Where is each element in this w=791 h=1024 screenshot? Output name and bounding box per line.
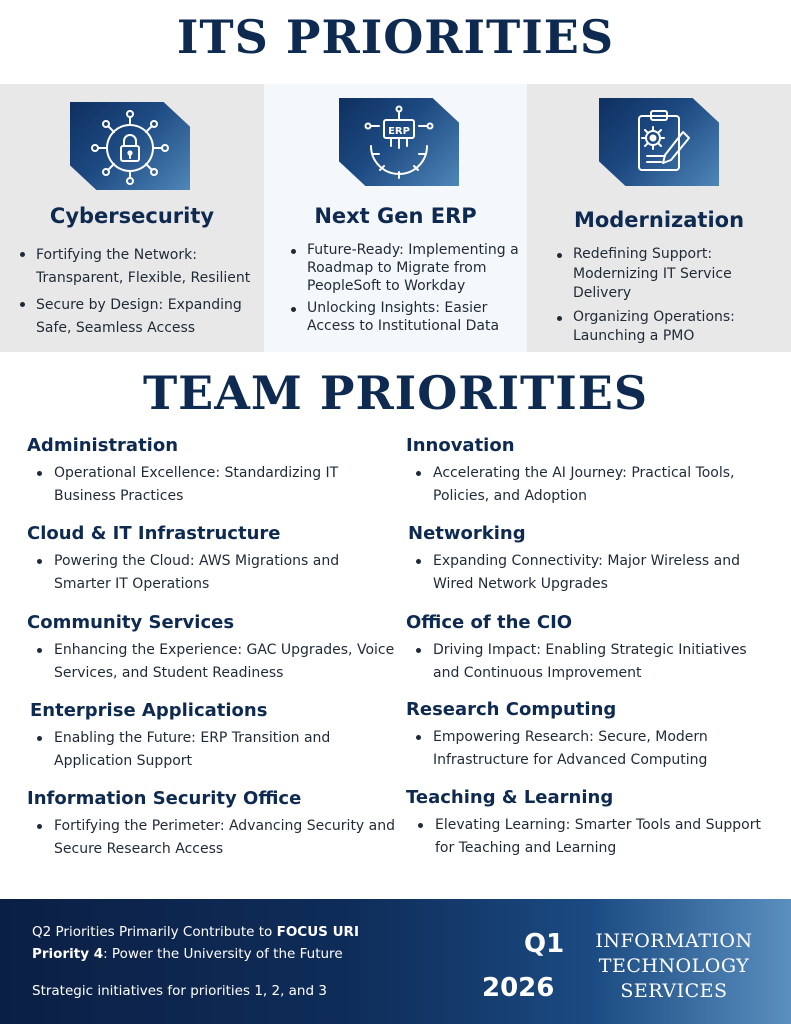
- team-community-services: [27, 612, 397, 685]
- footer-banner: [0, 899, 791, 1024]
- list-item: Accelerating the AI Journey: Practical Tools, Policies, and Adoption: [406, 462, 776, 508]
- its-column-modernization: [527, 84, 791, 352]
- team-list: [406, 814, 776, 860]
- list-item: Enabling the Future: ERP Transition and Application Support: [27, 727, 397, 773]
- team-teaching-learning: [406, 787, 776, 860]
- team-office-of-the-cio: [406, 612, 776, 685]
- its-heading-cybersecurity: Cybersecurity: [49, 204, 215, 228]
- team-name: Information Security Office: [27, 788, 302, 809]
- list-item: Organizing Operations: Launching a PMO: [555, 308, 787, 347]
- team-name: Research Computing: [406, 699, 617, 720]
- modernization-list: [555, 245, 787, 351]
- team-cloud-infrastructure: [27, 523, 397, 596]
- its-column-cybersecurity: [0, 84, 264, 352]
- quarter-label: Q1: [524, 929, 565, 959]
- cybersecurity-list: [18, 244, 258, 344]
- team-information-security-office: [27, 788, 397, 861]
- footer-focus-text: Q2 Priorities Primarily Contribute to FOCUS URI Priority 4: Power the University of the Future: [32, 924, 359, 962]
- list-item: Driving Impact: Enabling Strategic Initiatives and Continuous Improvement: [406, 639, 776, 685]
- team-enterprise-applications: [27, 700, 397, 773]
- team-name: Innovation: [406, 435, 515, 456]
- team-name: Cloud & IT Infrastructure: [27, 523, 281, 544]
- team-name: Networking: [408, 523, 526, 544]
- team-list: [406, 726, 776, 772]
- team-list: [27, 815, 397, 861]
- list-item: Operational Excellence: Standardizing IT Business Practices: [27, 462, 397, 508]
- list-item: Fortifying the Perimeter: Advancing Security and Secure Research Access: [27, 815, 397, 861]
- list-item: Secure by Design: Expanding Safe, Seamless Access: [18, 294, 258, 340]
- team-name: Enterprise Applications: [30, 700, 268, 721]
- team-list: [406, 550, 776, 596]
- list-item: Expanding Connectivity: Major Wireless and Wired Network Upgrades: [406, 550, 776, 596]
- team-administration: [27, 435, 397, 508]
- its-priorities-title: ITS PRIORITIES: [176, 10, 615, 64]
- team-list: [27, 639, 397, 685]
- list-item: Fortifying the Network: Transparent, Flexible, Resilient: [18, 244, 258, 290]
- erp-gear-icon: [339, 98, 459, 186]
- team-innovation: [406, 435, 776, 508]
- list-item: Powering the Cloud: AWS Migrations and Smarter IT Operations: [27, 550, 397, 596]
- team-list: [406, 639, 776, 685]
- list-item: Empowering Research: Secure, Modern Infrastructure for Advanced Computing: [406, 726, 776, 772]
- team-name: Administration: [27, 435, 179, 456]
- erp-list: [289, 241, 521, 339]
- team-list: [27, 462, 397, 508]
- cybersecurity-lock-icon: [70, 102, 190, 190]
- its-heading-erp: Next Gen ERP: [314, 204, 477, 228]
- list-item: Unlocking Insights: Easier Access to Institutional Data: [289, 299, 521, 335]
- team-networking: [406, 523, 776, 596]
- its-priorities-section: [0, 84, 791, 352]
- list-item: Enhancing the Experience: GAC Upgrades, Voice Services, and Student Readiness: [27, 639, 397, 685]
- list-item: Elevating Learning: Smarter Tools and Support for Teaching and Learning: [408, 814, 776, 860]
- team-name: Office of the CIO: [406, 612, 573, 633]
- svg-text:ERP: ERP: [388, 126, 410, 137]
- its-heading-modernization: Modernization: [573, 208, 745, 232]
- team-list: [27, 727, 397, 773]
- team-list: [406, 462, 776, 508]
- clipboard-gear-icon: [599, 98, 719, 186]
- team-list: [27, 550, 397, 596]
- list-item: Future-Ready: Implementing a Roadmap to Migrate from PeopleSoft to Workday: [289, 241, 521, 295]
- footer-strategic-note: Strategic initiatives for priorities 1, 2, and 3: [32, 983, 327, 999]
- team-name: Community Services: [27, 612, 235, 633]
- year-label: 2026: [482, 973, 555, 1003]
- department-logo-text: INFORMATION TECHNOLOGY SERVICES: [595, 930, 753, 1002]
- team-name: Teaching & Learning: [406, 787, 614, 808]
- its-column-erp: [264, 84, 527, 352]
- list-item: Redefining Support: Modernizing IT Service Delivery: [555, 245, 787, 304]
- team-priorities-title: TEAM PRIORITIES: [142, 366, 649, 420]
- team-research-computing: [406, 699, 776, 772]
